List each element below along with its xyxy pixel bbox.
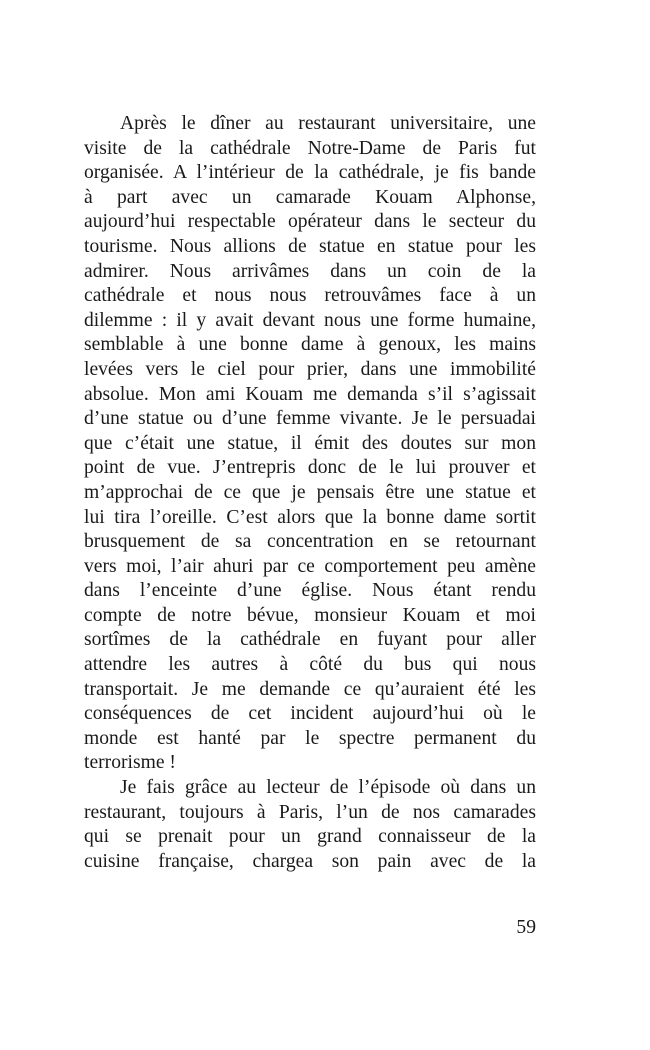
paragraph-1-line-19: vers moi, l’air ahuri par ce comportement peu amène bbox=[84, 555, 536, 577]
paragraph-1-line-15: point de vue. J’entrepris donc de le lui prouver et bbox=[84, 457, 536, 479]
paragraph-2-line-1: Je fais grâce au lecteur de l’épisode où dans un bbox=[120, 777, 536, 799]
paragraph-1-line-7: admirer. Nous arrivâmes dans un coin de la bbox=[84, 260, 536, 282]
paragraph-1-line-25: conséquences de cet incident aujourd’hui où le bbox=[84, 703, 536, 725]
paragraph-1-line-4: à part avec un camarade Kouam Alphonse, bbox=[84, 186, 536, 208]
paragraph-1-line-21: compte de notre bévue, monsieur Kouam et moi bbox=[84, 604, 536, 626]
paragraph-1-line-10: semblable à une bonne dame à genoux, les mains bbox=[84, 334, 536, 356]
paragraph-1-line-1: Après le dîner au restaurant universitaire, une bbox=[120, 113, 536, 134]
paragraph-1-line-6: tourisme. Nous allions de statue en statue pour les bbox=[84, 235, 536, 257]
paragraph-2-line-3: qui se prenait pour un grand connaisseur de la bbox=[84, 826, 536, 848]
paragraph-2-line-4: cuisine française, chargea son pain avec de la bbox=[84, 850, 536, 872]
body-text bbox=[84, 112, 536, 874]
paragraph-1-line-27: terrorisme ! bbox=[84, 752, 176, 774]
paragraph-1-line-9: dilemme : il y avait devant nous une forme humaine, bbox=[84, 309, 536, 331]
paragraph-1-line-23: attendre les autres à côté du bus qui nous bbox=[84, 654, 536, 676]
paragraph-1-line-22: sortîmes de la cathédrale en fuyant pour aller bbox=[84, 629, 536, 651]
paragraph-1-line-20: dans l’enceinte d’une église. Nous étant rendu bbox=[84, 580, 536, 602]
paragraph-1-line-16: m’approchai de ce que je pensais être une statue et bbox=[84, 481, 536, 503]
paragraph-1-line-2: visite de la cathédrale Notre-Dame de Paris fut bbox=[84, 137, 536, 159]
paragraph-1-line-13: d’une statue ou d’une femme vivante. Je le persuadai bbox=[84, 408, 536, 430]
paragraph-2-line-2: restaurant, toujours à Paris, l’un de nos camarades bbox=[84, 801, 536, 823]
paragraph-1-line-24: transportait. Je me demande ce qu’auraient été les bbox=[84, 678, 536, 700]
paragraph-1-line-11: levées vers le ciel pour prier, dans une immobilité bbox=[84, 358, 536, 380]
paragraph-1-line-18: brusquement de sa concentration en se retournant bbox=[84, 531, 536, 553]
page-number: 59 bbox=[516, 917, 536, 938]
paragraph-1-line-17: lui tira l’oreille. C’est alors que la bonne dame sortit bbox=[84, 506, 536, 528]
paragraph-1-line-5: aujourd’hui respectable opérateur dans le secteur du bbox=[84, 211, 536, 233]
paragraph-1-line-26: monde est hanté par le spectre permanent du bbox=[84, 727, 536, 749]
paragraph-1-line-14: que c’était une statue, il émit des doutes sur mon bbox=[84, 432, 536, 454]
paragraph-1-line-3: organisée. A l’intérieur de la cathédrale, je fis bande bbox=[84, 162, 536, 184]
paragraph-1-line-8: cathédrale et nous nous retrouvâmes face à un bbox=[84, 285, 536, 307]
paragraph-1-line-12: absolue. Mon ami Kouam me demanda s’il s’agissait bbox=[84, 383, 536, 405]
